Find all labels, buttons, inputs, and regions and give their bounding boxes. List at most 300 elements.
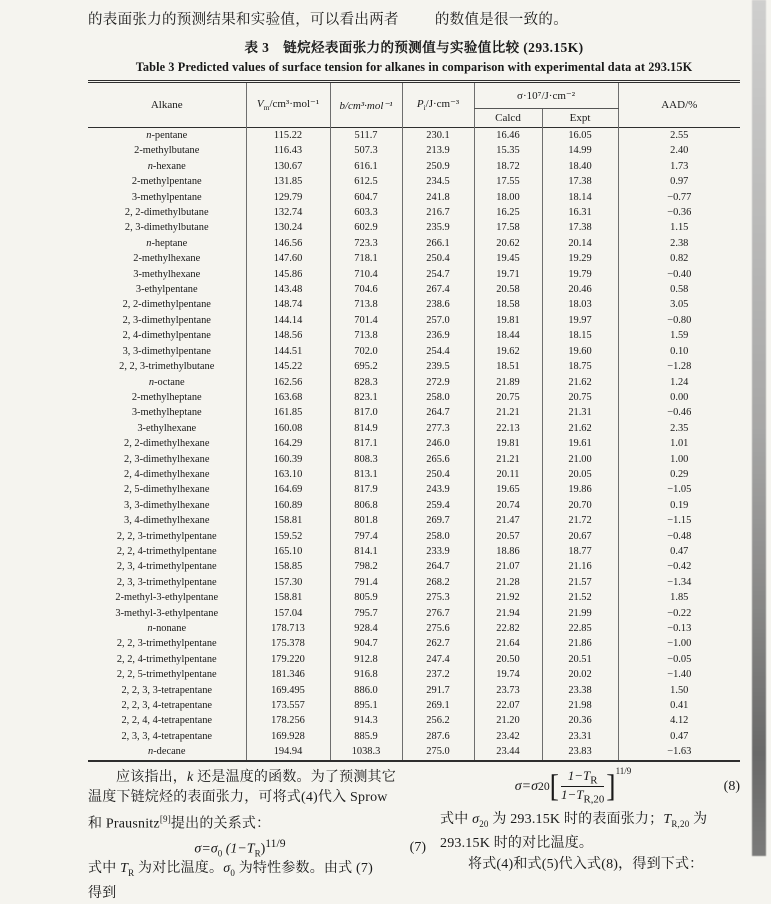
table-row <box>88 328 740 343</box>
cell-alkane: n-nonane <box>147 623 187 634</box>
cell-sigma-expt: 23.83 <box>542 744 618 760</box>
cell-internal-pressure: 276.7 <box>402 606 474 621</box>
cell-molar-volume: 163.68 <box>246 390 330 405</box>
cell-internal-pressure: 246.0 <box>402 436 474 451</box>
equation-8 <box>440 765 740 806</box>
cell-b-parameter: 806.8 <box>330 498 402 513</box>
cell-sigma-expt: 23.38 <box>542 683 618 698</box>
cell-b-parameter: 808.3 <box>330 452 402 467</box>
header-sigma-group: σ·10⁷/J·cm⁻² <box>474 82 618 109</box>
cell-molar-volume: 162.56 <box>246 375 330 390</box>
cell-aad: −0.36 <box>618 205 740 220</box>
header-vm-subscript: m <box>263 103 270 113</box>
header-pi-unit: /J·cm⁻³ <box>425 98 460 111</box>
table-row <box>88 143 740 158</box>
cell-sigma-calcd: 19.74 <box>474 667 542 682</box>
cell-b-parameter: 704.6 <box>330 282 402 297</box>
cell-internal-pressure: 256.2 <box>402 713 474 728</box>
cell-alkane: 3, 4-dimethylhexane <box>124 515 210 527</box>
cell-internal-pressure: 262.7 <box>402 636 474 651</box>
table-row <box>88 729 740 744</box>
table-row <box>88 590 740 605</box>
cell-alkane: 2, 5-dimethylhexane <box>124 484 210 496</box>
cell-alkane: 2-methylpentane <box>131 176 202 188</box>
table-row <box>88 390 740 405</box>
cell-sigma-calcd: 21.28 <box>474 575 542 590</box>
table-row <box>88 236 740 251</box>
cell-alkane: 2, 3, 4-trimethylpentane <box>116 561 217 573</box>
cell-alkane: 3, 3-dimethylpentane <box>122 345 211 357</box>
k-variable: k <box>187 769 194 785</box>
cell-sigma-calcd: 23.73 <box>474 683 542 698</box>
cell-alkane: 2, 3, 3-trimethylpentane <box>116 576 217 588</box>
cell-b-parameter: 912.8 <box>330 652 402 667</box>
table-row <box>88 575 740 590</box>
paragraph-left-5: 得到 <box>88 885 117 901</box>
cell-molar-volume: 173.557 <box>246 698 330 713</box>
cell-b-parameter: 916.8 <box>330 667 402 682</box>
table-row <box>88 344 740 359</box>
cell-alkane: 2, 2, 3-trimethylpentane <box>116 638 217 650</box>
paragraph-left-2: 温度下链烷烃的表面张力，可将式(4)代入 Sprow <box>88 790 388 806</box>
cell-sigma-calcd: 21.64 <box>474 636 542 651</box>
cell-sigma-calcd: 21.21 <box>474 405 542 420</box>
header-b-parameter <box>330 82 402 128</box>
cell-molar-volume: 157.04 <box>246 606 330 621</box>
text-fragment: 为 <box>689 811 708 827</box>
TR20-variable: T <box>663 811 672 827</box>
cell-molar-volume: 116.43 <box>246 143 330 158</box>
table-row <box>88 405 740 420</box>
table-caption-en: Table 3 Predicted values of surface tension for alkanes in comparison with experimental data at 293.15K <box>135 60 693 74</box>
cell-internal-pressure: 266.1 <box>402 236 474 251</box>
cell-b-parameter: 713.8 <box>330 328 402 343</box>
paragraph-right-3: 将式(4)和式(5)代入式(8)，得到下式： <box>468 856 704 872</box>
cell-b-parameter: 928.4 <box>330 621 402 636</box>
cell-internal-pressure: 235.9 <box>402 220 474 235</box>
cell-molar-volume: 163.10 <box>246 467 330 482</box>
cell-sigma-expt: 21.52 <box>542 590 618 605</box>
cell-b-parameter: 701.4 <box>330 313 402 328</box>
cell-internal-pressure: 275.3 <box>402 590 474 605</box>
cell-alkane: n-pentane <box>146 130 188 141</box>
cell-molar-volume: 169.928 <box>246 729 330 744</box>
cell-sigma-expt: 21.57 <box>542 575 618 590</box>
table-row <box>88 313 740 328</box>
eq8-fraction <box>561 768 604 806</box>
table-body <box>88 128 740 761</box>
cell-molar-volume: 148.74 <box>246 297 330 312</box>
eq8-exponent: 11/9 <box>615 765 632 776</box>
cell-internal-pressure: 272.9 <box>402 375 474 390</box>
cell-internal-pressure: 233.9 <box>402 544 474 559</box>
header-internal-pressure <box>402 82 474 128</box>
equation-8-number: (8) <box>723 778 740 794</box>
cell-aad: −0.05 <box>618 652 740 667</box>
cell-sigma-expt: 18.14 <box>542 190 618 205</box>
cell-internal-pressure: 268.2 <box>402 575 474 590</box>
cell-b-parameter: 695.2 <box>330 359 402 374</box>
eq7-mid-subscript: R <box>254 848 261 859</box>
cell-aad: −1.00 <box>618 636 740 651</box>
bottom-left-column <box>88 768 426 904</box>
cell-aad: 1.85 <box>618 590 740 605</box>
cell-internal-pressure: 269.1 <box>402 698 474 713</box>
cell-alkane: 2, 2, 5-trimethylpentane <box>116 669 217 681</box>
table-row <box>88 436 740 451</box>
cell-b-parameter: 604.7 <box>330 190 402 205</box>
cell-aad: −0.22 <box>618 606 740 621</box>
cell-internal-pressure: 258.0 <box>402 390 474 405</box>
cell-molar-volume: 157.30 <box>246 575 330 590</box>
cell-sigma-expt: 20.36 <box>542 713 618 728</box>
bottom-two-column-text <box>88 765 740 904</box>
cell-sigma-expt: 19.29 <box>542 251 618 266</box>
cell-sigma-calcd: 22.13 <box>474 421 542 436</box>
cell-internal-pressure: 237.2 <box>402 667 474 682</box>
eq8-lhs-subscript: 20 <box>538 780 550 794</box>
cell-alkane: 2, 3-dimethylbutane <box>124 222 209 234</box>
cell-alkane: 2, 2, 4-trimethylpentane <box>116 653 217 665</box>
cell-b-parameter: 895.1 <box>330 698 402 713</box>
cell-sigma-calcd: 21.94 <box>474 606 542 621</box>
eq8-right-bracket: ] <box>606 768 616 804</box>
cell-b-parameter: 718.1 <box>330 251 402 266</box>
cell-aad: 1.15 <box>618 220 740 235</box>
cell-sigma-calcd: 17.55 <box>474 174 542 189</box>
cell-molar-volume: 148.56 <box>246 328 330 343</box>
text-fragment: 和 Prausnitz <box>88 816 160 832</box>
cell-aad: 3.05 <box>618 297 740 312</box>
cell-alkane: 2, 2-dimethylhexane <box>124 438 210 450</box>
cell-aad: 2.35 <box>618 421 740 436</box>
cell-sigma-expt: 19.60 <box>542 344 618 359</box>
cell-internal-pressure: 243.9 <box>402 482 474 497</box>
cell-internal-pressure: 259.4 <box>402 498 474 513</box>
cell-sigma-calcd: 22.82 <box>474 621 542 636</box>
cell-sigma-expt: 20.14 <box>542 236 618 251</box>
cell-b-parameter: 817.0 <box>330 405 402 420</box>
cell-b-parameter: 885.9 <box>330 729 402 744</box>
cell-b-parameter: 507.3 <box>330 143 402 158</box>
cell-sigma-expt: 23.31 <box>542 729 618 744</box>
cell-aad: −0.40 <box>618 267 740 282</box>
top-line-right: 的数值是很一致的。 <box>434 12 569 28</box>
cell-molar-volume: 144.51 <box>246 344 330 359</box>
cell-sigma-calcd: 20.58 <box>474 282 542 297</box>
cell-molar-volume: 164.69 <box>246 482 330 497</box>
header-expt: Expt <box>542 109 618 128</box>
cell-b-parameter: 791.4 <box>330 575 402 590</box>
text-fragment: 为 293.15K 时的表面张力； <box>488 811 664 827</box>
cell-aad: −1.34 <box>618 575 740 590</box>
cell-sigma-expt: 20.67 <box>542 529 618 544</box>
cell-molar-volume: 130.24 <box>246 220 330 235</box>
cell-b-parameter: 511.7 <box>330 128 402 144</box>
cell-internal-pressure: 236.9 <box>402 328 474 343</box>
cell-molar-volume: 145.22 <box>246 359 330 374</box>
cell-b-parameter: 886.0 <box>330 683 402 698</box>
cell-molar-volume: 130.67 <box>246 159 330 174</box>
cell-sigma-expt: 21.00 <box>542 452 618 467</box>
cell-sigma-calcd: 18.86 <box>474 544 542 559</box>
table-row <box>88 498 740 513</box>
cell-molar-volume: 181.346 <box>246 667 330 682</box>
cell-sigma-calcd: 18.58 <box>474 297 542 312</box>
eq7-lhs-subscript: 0 <box>217 848 223 859</box>
cell-aad: −0.46 <box>618 405 740 420</box>
cell-sigma-calcd: 18.72 <box>474 159 542 174</box>
sigma-variable: σ <box>223 861 231 877</box>
cell-aad: 0.47 <box>618 544 740 559</box>
cell-alkane: 2, 2, 4-trimethylpentane <box>116 545 217 557</box>
cell-sigma-expt: 17.38 <box>542 174 618 189</box>
cell-sigma-expt: 21.31 <box>542 405 618 420</box>
cell-b-parameter: 817.9 <box>330 482 402 497</box>
cell-b-parameter: 616.1 <box>330 159 402 174</box>
cell-b-parameter: 813.1 <box>330 467 402 482</box>
cell-sigma-calcd: 19.65 <box>474 482 542 497</box>
cell-alkane: 3-ethylpentane <box>135 284 198 296</box>
cell-sigma-expt: 20.51 <box>542 652 618 667</box>
cell-b-parameter: 801.8 <box>330 513 402 528</box>
cell-aad: −0.13 <box>618 621 740 636</box>
cell-sigma-calcd: 20.62 <box>474 236 542 251</box>
T-variable: T <box>120 861 129 877</box>
eq7-mid: (1−T <box>222 841 255 857</box>
text-fragment: 为对比温度。 <box>134 861 224 877</box>
cell-internal-pressure: 269.7 <box>402 513 474 528</box>
cell-molar-volume: 145.86 <box>246 267 330 282</box>
table-row <box>88 297 740 312</box>
cell-b-parameter: 817.1 <box>330 436 402 451</box>
table-row <box>88 375 740 390</box>
cell-aad: −0.80 <box>618 313 740 328</box>
table-row <box>88 190 740 205</box>
top-line-left: 的表面张力的预测结果和实验值，可以看出两者 <box>88 12 399 28</box>
cell-internal-pressure: 265.6 <box>402 452 474 467</box>
cell-sigma-calcd: 19.45 <box>474 251 542 266</box>
cell-molar-volume: 147.60 <box>246 251 330 266</box>
text-fragment: 应该指出， <box>116 769 187 785</box>
table-row <box>88 698 740 713</box>
cell-b-parameter: 710.4 <box>330 267 402 282</box>
cell-molar-volume: 179.220 <box>246 652 330 667</box>
cell-b-parameter: 814.9 <box>330 421 402 436</box>
header-b-label: b/cm³·mol⁻¹ <box>339 99 393 112</box>
cell-aad: −0.77 <box>618 190 740 205</box>
cell-sigma-calcd: 15.35 <box>474 143 542 158</box>
cell-internal-pressure: 239.5 <box>402 359 474 374</box>
text-fragment: 式中 <box>440 811 473 827</box>
cell-alkane: 2, 2-dimethylpentane <box>122 299 211 311</box>
table-row <box>88 359 740 374</box>
cell-sigma-expt: 18.03 <box>542 297 618 312</box>
cell-alkane: 2, 3-dimethylpentane <box>122 314 211 326</box>
sigma20-variable: σ <box>472 811 480 827</box>
body-text-top-line <box>88 8 740 29</box>
cell-molar-volume: 158.85 <box>246 559 330 574</box>
cell-sigma-calcd: 21.07 <box>474 559 542 574</box>
cell-b-parameter: 814.1 <box>330 544 402 559</box>
cell-aad: 1.24 <box>618 375 740 390</box>
cell-molar-volume: 129.79 <box>246 190 330 205</box>
cell-alkane: 2, 4-dimethylpentane <box>122 330 211 342</box>
cell-sigma-expt: 19.86 <box>542 482 618 497</box>
cell-molar-volume: 178.713 <box>246 621 330 636</box>
cell-alkane: 2-methylheptane <box>131 391 202 403</box>
cell-molar-volume: 160.08 <box>246 421 330 436</box>
cell-sigma-expt: 19.79 <box>542 267 618 282</box>
cell-internal-pressure: 238.6 <box>402 297 474 312</box>
cell-sigma-calcd: 23.44 <box>474 744 542 760</box>
cell-sigma-calcd: 19.62 <box>474 344 542 359</box>
cell-sigma-expt: 18.15 <box>542 328 618 343</box>
scan-edge-artifact <box>752 0 766 856</box>
table-row <box>88 667 740 682</box>
cell-sigma-calcd: 20.74 <box>474 498 542 513</box>
table-row <box>88 482 740 497</box>
cell-internal-pressure: 257.0 <box>402 313 474 328</box>
cell-sigma-expt: 19.61 <box>542 436 618 451</box>
cell-molar-volume: 165.10 <box>246 544 330 559</box>
cell-sigma-expt: 18.40 <box>542 159 618 174</box>
cell-alkane: 3-methylpentane <box>131 191 202 203</box>
cell-internal-pressure: 277.3 <box>402 421 474 436</box>
cell-aad: 0.41 <box>618 698 740 713</box>
text-fragment: 提出的关系式： <box>170 816 271 832</box>
cell-b-parameter: 828.3 <box>330 375 402 390</box>
cell-molar-volume: 146.56 <box>246 236 330 251</box>
cell-molar-volume: 132.74 <box>246 205 330 220</box>
cell-b-parameter: 823.1 <box>330 390 402 405</box>
cell-aad: −0.42 <box>618 559 740 574</box>
table-row <box>88 220 740 235</box>
eq7-exponent: 11/9 <box>265 836 286 850</box>
header-calcd: Calcd <box>474 109 542 128</box>
cell-sigma-calcd: 20.57 <box>474 529 542 544</box>
cell-internal-pressure: 275.6 <box>402 621 474 636</box>
cell-aad: 1.59 <box>618 328 740 343</box>
cell-sigma-calcd: 21.21 <box>474 452 542 467</box>
cell-aad: −0.48 <box>618 529 740 544</box>
cell-aad: 0.97 <box>618 174 740 189</box>
table-caption-zh: 表 3 链烷烃表面张力的预测值与实验值比较 (293.15K) <box>244 40 584 55</box>
cell-aad: 2.38 <box>618 236 740 251</box>
cell-sigma-calcd: 23.42 <box>474 729 542 744</box>
cell-alkane: 2-methylhexane <box>133 253 201 265</box>
cell-alkane: 2-methyl-3-ethylpentane <box>115 592 219 604</box>
cell-sigma-calcd: 20.75 <box>474 390 542 405</box>
paragraph-left-4 <box>88 859 426 883</box>
cell-internal-pressure: 275.0 <box>402 744 474 760</box>
cell-b-parameter: 914.3 <box>330 713 402 728</box>
cell-aad: −1.28 <box>618 359 740 374</box>
text-fragment: 为特性参数。由式 (7) <box>235 861 373 877</box>
cell-aad: −1.63 <box>618 744 740 760</box>
sigma-subscript: 0 <box>230 868 236 879</box>
cell-sigma-expt: 21.62 <box>542 421 618 436</box>
cell-sigma-expt: 21.16 <box>542 559 618 574</box>
cell-molar-volume: 158.81 <box>246 590 330 605</box>
cell-internal-pressure: 230.1 <box>402 128 474 144</box>
cell-internal-pressure: 241.8 <box>402 190 474 205</box>
cell-molar-volume: 160.39 <box>246 452 330 467</box>
equation-7-number: (7) <box>409 839 426 855</box>
table-row <box>88 621 740 636</box>
cell-molar-volume: 160.89 <box>246 498 330 513</box>
cell-sigma-calcd: 16.46 <box>474 128 542 144</box>
cell-alkane: 2, 2, 4, 4-tetrapentane <box>121 715 213 727</box>
cell-sigma-expt: 16.31 <box>542 205 618 220</box>
cell-molar-volume: 158.81 <box>246 513 330 528</box>
cell-sigma-expt: 17.38 <box>542 220 618 235</box>
cell-sigma-calcd: 20.50 <box>474 652 542 667</box>
cell-aad: 0.10 <box>618 344 740 359</box>
cell-alkane: n-heptane <box>146 237 188 249</box>
table-row <box>88 128 740 144</box>
cell-b-parameter: 795.7 <box>330 606 402 621</box>
cell-aad: 1.73 <box>618 159 740 174</box>
cell-molar-volume: 175.378 <box>246 636 330 651</box>
equation-8-body <box>440 765 706 806</box>
cell-internal-pressure: 264.7 <box>402 405 474 420</box>
cell-molar-volume: 194.94 <box>246 744 330 760</box>
paragraph-right-2: 293.15K 时的对比温度。 <box>440 836 594 852</box>
cell-b-parameter: 805.9 <box>330 590 402 605</box>
eq8-left-bracket: [ <box>549 768 559 804</box>
cell-sigma-calcd: 20.11 <box>474 467 542 482</box>
cell-b-parameter: 713.8 <box>330 297 402 312</box>
header-molar-volume <box>246 82 330 128</box>
cell-alkane: n-decane <box>147 746 186 758</box>
cell-aad: 0.58 <box>618 282 740 297</box>
cell-sigma-calcd: 17.58 <box>474 220 542 235</box>
cell-aad: 0.29 <box>618 467 740 482</box>
cell-alkane: n-octane <box>148 376 185 388</box>
table-header <box>88 82 740 128</box>
cell-sigma-expt: 21.72 <box>542 513 618 528</box>
table-row <box>88 713 740 728</box>
table-row <box>88 744 740 760</box>
cell-internal-pressure: 250.9 <box>402 159 474 174</box>
cell-sigma-expt: 22.85 <box>542 621 618 636</box>
citation-superscript: [9] <box>159 813 171 824</box>
cell-sigma-expt: 20.02 <box>542 667 618 682</box>
eq8-den-text: 1−T <box>560 787 584 803</box>
equation-7-body <box>88 837 392 858</box>
cell-sigma-expt: 14.99 <box>542 143 618 158</box>
cell-sigma-calcd: 21.47 <box>474 513 542 528</box>
table-row <box>88 282 740 297</box>
cell-b-parameter: 798.2 <box>330 559 402 574</box>
cell-aad: 1.01 <box>618 436 740 451</box>
cell-sigma-expt: 20.46 <box>542 282 618 297</box>
table-row <box>88 529 740 544</box>
cell-internal-pressure: 258.0 <box>402 529 474 544</box>
cell-sigma-calcd: 18.51 <box>474 359 542 374</box>
cell-alkane: 3, 3-dimethylhexane <box>124 499 210 511</box>
text-fragment: 还是温度的函数。为了预测其它 <box>193 769 396 785</box>
cell-sigma-expt: 18.77 <box>542 544 618 559</box>
cell-internal-pressure: 213.9 <box>402 143 474 158</box>
cell-internal-pressure: 216.7 <box>402 205 474 220</box>
equation-7 <box>88 837 426 858</box>
eq8-denominator <box>561 786 604 806</box>
paragraph-right-1 <box>440 810 740 834</box>
eq8-numerator <box>561 768 604 787</box>
cell-b-parameter: 723.3 <box>330 236 402 251</box>
